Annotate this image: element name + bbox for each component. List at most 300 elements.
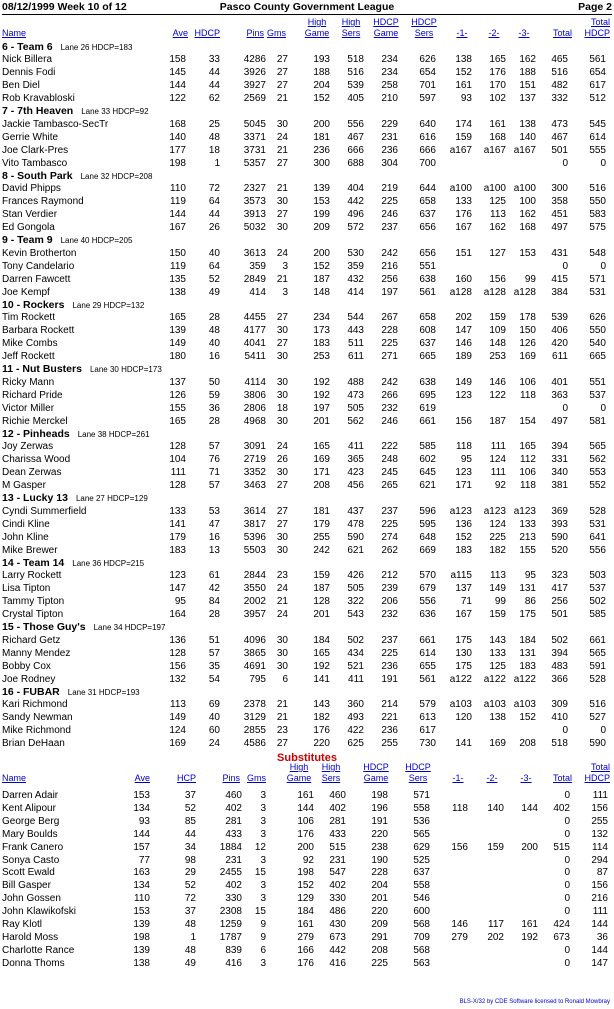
- cell-hdcp-game: 225: [381, 518, 398, 530]
- cell-total: 0: [564, 880, 570, 892]
- cell-ave: 165: [169, 415, 186, 427]
- cell-ave: 165: [169, 312, 186, 324]
- cell-total: 0: [564, 790, 570, 801]
- sub-col-hdcp-sers-1: HDCP: [405, 762, 431, 772]
- cell-pins: 2327: [243, 183, 266, 195]
- col-gms: Gms: [267, 28, 286, 38]
- cell-game-1: 138: [455, 54, 472, 66]
- cell-pins: 1787: [219, 931, 242, 943]
- cell-ave: 169: [169, 738, 186, 750]
- cell-hdcp-total: 528: [589, 505, 606, 517]
- cell-game-2: 176: [489, 67, 506, 79]
- cell-hdcp-game: 225: [371, 957, 388, 969]
- cell-hdcp-total: 144: [591, 919, 608, 930]
- cell-name: Cindi Kline: [2, 518, 50, 530]
- col-pins: Pins: [246, 28, 264, 38]
- cell-game-3: 152: [519, 712, 536, 724]
- cell-high-sers: 433: [329, 828, 346, 840]
- substitute-row: [0, 841, 614, 854]
- cell-high-game: 176: [297, 957, 314, 969]
- team-header: [0, 428, 614, 441]
- cell-hdcp-total: 132: [591, 828, 608, 840]
- cell-game-3: 213: [519, 531, 536, 543]
- bowler-row: [0, 118, 614, 131]
- cell-game-3: 192: [521, 931, 538, 943]
- cell-hdcp-total: 111: [592, 790, 608, 801]
- cell-hdcp: 52: [184, 880, 196, 892]
- cell-name: Harold Moss: [2, 931, 59, 943]
- cell-game-1: 130: [455, 647, 472, 659]
- cell-high-sers: 562: [347, 415, 364, 427]
- cell-game-2: 202: [487, 931, 504, 943]
- cell-game-1: 189: [455, 351, 472, 363]
- cell-name: M Gasper: [2, 480, 46, 492]
- cell-hdcp: 26: [208, 222, 220, 234]
- cell-name: Ed Gongola: [2, 222, 55, 234]
- cell-hdcp: 13: [208, 544, 220, 556]
- column-headers: [0, 16, 614, 40]
- cell-high-game: 183: [313, 338, 330, 350]
- cell-pins: 402: [225, 880, 242, 892]
- cell-hdcp-total: 516: [589, 699, 606, 711]
- col-high-sers-2: Sers: [341, 28, 361, 38]
- cell-hdcp-total: 571: [589, 273, 606, 285]
- cell-hdcp-sers: 621: [419, 480, 436, 492]
- cell-gms: 27: [276, 157, 288, 169]
- cell-name: Tim Rockett: [2, 312, 55, 324]
- cell-high-sers: 460: [329, 790, 346, 801]
- cell-game-2: 117: [488, 919, 504, 930]
- cell-hdcp: 49: [208, 286, 220, 298]
- team-header: [0, 105, 614, 118]
- cell-high-sers: 411: [348, 441, 364, 453]
- cell-hdcp: 64: [208, 196, 220, 208]
- cell-game-3: a122: [513, 673, 536, 685]
- cell-high-game: 198: [297, 867, 314, 879]
- substitute-column-headers: [0, 761, 614, 785]
- cell-game-3: 137: [519, 93, 536, 105]
- cell-hdcp: 72: [184, 893, 196, 905]
- cell-game-1: 118: [456, 441, 472, 453]
- cell-gms: 3: [282, 260, 288, 272]
- substitute-row: [0, 854, 614, 867]
- cell-pins: 3550: [243, 583, 266, 595]
- cell-hdcp-sers: 565: [413, 828, 430, 840]
- cell-high-game: 200: [313, 247, 330, 259]
- bowler-row: [0, 324, 614, 337]
- team-title: [2, 234, 132, 247]
- cell-hdcp: 76: [208, 454, 220, 466]
- cell-hdcp: 1: [190, 931, 196, 943]
- cell-gms: 27: [276, 338, 288, 350]
- sub-col-hdcp-total-1: Total: [590, 762, 610, 772]
- cell-high-sers: 426: [347, 570, 364, 582]
- cell-name: Nick Billera: [2, 54, 53, 66]
- cell-game-1: 152: [455, 531, 472, 543]
- team-name: 14 - Team 14: [2, 556, 65, 569]
- bowler-row: [0, 634, 614, 647]
- cell-name: John Kline: [2, 531, 49, 543]
- cell-ave: 198: [133, 931, 150, 943]
- cell-pins: 5357: [243, 157, 266, 169]
- cell-hdcp-total: 565: [589, 441, 606, 453]
- cell-gms: 27: [276, 738, 288, 750]
- cell-name: Joy Zerwas: [2, 441, 54, 453]
- cell-game-1: a128: [449, 286, 472, 298]
- cell-hdcp-total: 503: [589, 570, 606, 582]
- cell-hdcp: 62: [208, 93, 220, 105]
- cell-name: John Gossen: [2, 893, 61, 905]
- cell-hdcp-total: 114: [592, 841, 608, 853]
- cell-game-2: 159: [487, 841, 504, 853]
- cell-high-sers: 493: [347, 712, 364, 724]
- team-header: [0, 299, 614, 312]
- cell-game-3: 162: [519, 54, 536, 66]
- cell-total: 482: [551, 80, 568, 92]
- cell-hdcp: 34: [184, 841, 196, 853]
- cell-game-2: 159: [489, 609, 506, 621]
- cell-game-2: a167: [483, 144, 506, 156]
- cell-hdcp-game: 237: [381, 634, 398, 646]
- team-lane-info: Lane 32 HDCP=208: [80, 171, 153, 181]
- cell-high-sers: 611: [348, 351, 364, 363]
- team-header: [0, 41, 614, 54]
- cell-ave: 137: [169, 376, 186, 388]
- cell-name: Brian DeHaan: [2, 738, 65, 750]
- cell-hdcp: 50: [208, 376, 220, 388]
- cell-high-sers: 322: [347, 596, 364, 608]
- cell-hdcp-sers: 645: [419, 467, 436, 479]
- cell-game-3: 188: [519, 67, 536, 79]
- sub-col-high-game-1: High: [289, 762, 309, 772]
- cell-hdcp-game: 225: [381, 196, 398, 208]
- cell-hdcp-game: 258: [381, 80, 398, 92]
- cell-hdcp-game: 229: [381, 118, 398, 130]
- cell-high-sers: 443: [347, 325, 364, 337]
- cell-gms: 21: [276, 93, 288, 105]
- cell-game-1: 161: [455, 80, 472, 92]
- cell-name: Mike Richmond: [2, 725, 71, 737]
- cell-game-3: a167: [513, 144, 536, 156]
- cell-high-sers: 414: [347, 286, 364, 298]
- bowler-row: [0, 273, 614, 286]
- bowler-row: [0, 711, 614, 724]
- cell-hdcp-total: 548: [589, 247, 606, 259]
- cell-name: Dennis Fodi: [2, 67, 56, 79]
- team-header: [0, 170, 614, 183]
- cell-game-1: 141: [455, 738, 472, 750]
- cell-gms: 23: [276, 570, 288, 582]
- cell-hdcp-game: 291: [371, 931, 388, 943]
- cell-pins: 231: [225, 854, 242, 866]
- cell-gms: 3: [260, 828, 266, 840]
- cell-high-sers: 543: [347, 609, 364, 621]
- footer-credit: BLS-X/32 by CDE Software licensed to Ronald Mowbray: [459, 999, 610, 1005]
- cell-name: Vito Tambasco: [2, 157, 68, 169]
- cell-ave: 144: [169, 80, 186, 92]
- cell-hdcp-total: 665: [589, 351, 606, 363]
- cell-hdcp: 44: [184, 828, 196, 840]
- cell-total: 406: [551, 325, 568, 337]
- cell-hdcp-game: 206: [381, 596, 398, 608]
- cell-hdcp-game: 191: [371, 815, 388, 827]
- cell-hdcp-total: 540: [589, 338, 606, 350]
- cell-name: Barbara Rockett: [2, 325, 75, 337]
- cell-ave: 155: [169, 402, 186, 414]
- cell-total: 0: [564, 957, 570, 969]
- cell-total: 611: [552, 351, 568, 363]
- cell-high-sers: 625: [347, 738, 364, 750]
- cell-high-game: 179: [313, 518, 330, 530]
- cell-high-game: 204: [313, 80, 330, 92]
- cell-high-sers: 505: [347, 583, 364, 595]
- cell-game-3: 99: [524, 273, 536, 285]
- cell-hdcp-total: 111: [592, 906, 608, 918]
- cell-gms: 3: [260, 880, 266, 892]
- bowler-row: [0, 376, 614, 389]
- cell-game-1: a123: [449, 505, 472, 517]
- cell-pins: 3817: [243, 518, 266, 530]
- cell-high-game: 128: [313, 596, 330, 608]
- bowler-row: [0, 660, 614, 673]
- cell-total: 0: [562, 725, 568, 737]
- cell-hdcp-sers: 585: [419, 441, 436, 453]
- cell-total: 332: [551, 93, 568, 105]
- cell-high-game: 184: [313, 634, 330, 646]
- col-hdcp-game-2: Game: [373, 28, 399, 38]
- cell-pins: 460: [225, 790, 242, 801]
- cell-hdcp-game: 236: [381, 144, 398, 156]
- cell-gms: 30: [276, 351, 288, 363]
- cell-hdcp: 37: [184, 906, 196, 918]
- cell-gms: 27: [276, 80, 288, 92]
- col-game-3: -3-: [518, 28, 530, 38]
- sub-col-hdcp-game-1: HDCP: [363, 762, 389, 772]
- cell-game-1: a103: [449, 699, 472, 711]
- cell-high-sers: 456: [347, 480, 364, 492]
- cell-game-2: 161: [489, 118, 506, 130]
- cell-total: 393: [551, 518, 568, 530]
- cell-high-sers: 590: [347, 531, 364, 543]
- cell-game-2: a122: [483, 673, 506, 685]
- cell-game-2: 148: [489, 338, 506, 350]
- cell-game-1: 167: [455, 609, 472, 621]
- sub-col-pins: Pins: [222, 773, 240, 783]
- cell-hdcp-game: 234: [381, 54, 398, 66]
- cell-hdcp-game: 242: [381, 247, 398, 259]
- cell-game-2: 113: [490, 209, 506, 221]
- cell-total: 363: [551, 389, 568, 401]
- cell-high-game: 152: [313, 260, 330, 272]
- cell-game-2: 253: [489, 351, 506, 363]
- cell-hdcp-game: 265: [381, 480, 398, 492]
- cell-total: 539: [551, 312, 568, 324]
- cell-hdcp-total: 531: [589, 286, 606, 298]
- cell-high-game: 161: [297, 919, 314, 930]
- cell-hdcp-total: 617: [589, 80, 606, 92]
- cell-total: 256: [551, 596, 568, 608]
- cell-hdcp-total: 144: [591, 944, 608, 956]
- cell-high-sers: 330: [329, 893, 346, 905]
- cell-name: Tony Candelario: [2, 260, 75, 272]
- cell-total: 467: [551, 131, 568, 143]
- bowler-row: [0, 131, 614, 144]
- cell-hdcp: 84: [208, 596, 220, 608]
- cell-hdcp-total: 545: [589, 118, 606, 130]
- cell-high-game: 208: [313, 480, 330, 492]
- bowler-row: [0, 453, 614, 466]
- cell-high-sers: 556: [347, 118, 364, 130]
- cell-hdcp: 61: [208, 570, 220, 582]
- cell-pins: 2849: [243, 273, 266, 285]
- team-name: 16 - FUBAR: [2, 685, 60, 698]
- cell-game-1: 174: [455, 118, 472, 130]
- cell-game-1: 152: [455, 67, 472, 79]
- cell-game-2: 165: [489, 54, 506, 66]
- cell-pins: 1259: [219, 919, 242, 930]
- cell-pins: 3463: [243, 480, 266, 492]
- cell-pins: 5411: [244, 351, 266, 363]
- cell-ave: 133: [169, 505, 186, 517]
- cell-high-sers: 544: [347, 312, 364, 324]
- cell-name: Jeff Rockett: [2, 351, 55, 363]
- cell-game-3: 151: [519, 80, 536, 92]
- bowler-row: [0, 595, 614, 608]
- cell-hdcp-total: 36: [596, 931, 608, 943]
- cell-hdcp-total: 654: [589, 67, 606, 79]
- cell-hdcp-game: 236: [381, 660, 398, 672]
- cell-hdcp: 53: [208, 505, 220, 517]
- substitute-row: [0, 828, 614, 841]
- col-high-game-2: Game: [304, 28, 330, 38]
- cell-hdcp: 52: [208, 273, 220, 285]
- cell-total: 473: [551, 118, 568, 130]
- cell-hdcp-game: 221: [381, 712, 398, 724]
- team-name: 9 - Team 9: [2, 234, 53, 246]
- cell-game-2: 111: [490, 441, 506, 453]
- cell-game-3: a103: [513, 699, 536, 711]
- team-header: [0, 363, 614, 376]
- cell-total: 502: [551, 634, 568, 646]
- cell-total: 340: [551, 467, 568, 479]
- cell-game-2: 99: [494, 596, 506, 608]
- cell-game-2: 159: [489, 312, 506, 324]
- cell-pins: 3573: [243, 196, 266, 208]
- cell-hdcp-sers: 579: [419, 699, 436, 711]
- bowler-row: [0, 260, 614, 273]
- cell-ave: 145: [169, 67, 186, 79]
- cell-gms: 21: [276, 183, 288, 195]
- cell-gms: 30: [276, 531, 288, 543]
- cell-total: 0: [564, 867, 570, 879]
- substitute-row: [0, 905, 614, 918]
- cell-game-1: a122: [449, 673, 472, 685]
- cell-total: 309: [551, 699, 568, 711]
- cell-high-sers: 231: [329, 854, 346, 866]
- cell-hdcp-sers: 597: [419, 93, 436, 105]
- cell-total: 424: [553, 919, 570, 930]
- cell-hdcp: 54: [208, 673, 220, 685]
- team-title: [2, 170, 152, 183]
- cell-hdcp-sers: 595: [419, 518, 436, 530]
- team-title: [2, 492, 148, 505]
- cell-hdcp-total: 294: [591, 854, 608, 866]
- cell-gms: 24: [276, 131, 288, 143]
- cell-hdcp: 40: [208, 247, 220, 259]
- cell-name: Donna Thoms: [2, 957, 65, 969]
- cell-game-2: 102: [489, 93, 506, 105]
- cell-hdcp-sers: 626: [419, 54, 436, 66]
- cell-gms: 3: [260, 790, 266, 801]
- cell-gms: 30: [276, 415, 288, 427]
- cell-name: Ricky Mann: [2, 376, 55, 388]
- cell-total: 331: [551, 454, 568, 466]
- cell-gms: 3: [282, 286, 288, 298]
- cell-hdcp: 49: [184, 957, 196, 969]
- cell-ave: 93: [138, 815, 150, 827]
- cell-game-1: 175: [455, 660, 472, 672]
- cell-hdcp-sers: 617: [419, 725, 436, 737]
- substitute-row: [0, 918, 614, 931]
- cell-hdcp: 64: [208, 260, 220, 272]
- cell-hdcp-sers: 655: [419, 660, 436, 672]
- cell-pins: 4096: [243, 634, 266, 646]
- bowler-row: [0, 518, 614, 531]
- cell-name: Larry Rockett: [2, 570, 62, 582]
- cell-ave: 177: [169, 144, 186, 156]
- cell-pins: 4114: [244, 376, 266, 388]
- cell-high-game: 234: [313, 312, 330, 324]
- cell-hdcp-total: 581: [589, 415, 606, 427]
- cell-hdcp-game: 271: [381, 351, 398, 363]
- cell-hdcp-sers: 666: [419, 144, 436, 156]
- cell-gms: 30: [276, 647, 288, 659]
- cell-game-3: 95: [524, 570, 536, 582]
- cell-hdcp-game: 191: [381, 673, 398, 685]
- col-game-1: -1-: [456, 28, 468, 38]
- cell-hdcp-total: 626: [589, 312, 606, 324]
- cell-hdcp: 48: [208, 131, 220, 143]
- substitute-row: [0, 789, 614, 802]
- team-title: [2, 621, 165, 634]
- cell-hdcp-total: 550: [589, 325, 606, 337]
- cell-high-sers: 404: [347, 183, 364, 195]
- cell-ave: 128: [169, 441, 186, 453]
- cell-hdcp: 1: [214, 157, 220, 169]
- cell-total: 0: [564, 828, 570, 840]
- cell-gms: 27: [276, 518, 288, 530]
- team-name: 6 - Team 6: [2, 40, 53, 53]
- cell-gms: 21: [276, 144, 288, 156]
- sub-col-game-3: -3-: [520, 773, 532, 783]
- cell-hdcp-game: 238: [371, 841, 388, 853]
- cell-ave: 139: [133, 919, 150, 930]
- cell-high-game: 197: [313, 402, 330, 414]
- cell-hdcp-sers: 654: [419, 67, 436, 79]
- cell-ave: 140: [169, 131, 186, 143]
- cell-name: Richard Pride: [2, 389, 63, 401]
- cell-hdcp-total: 0: [600, 725, 606, 737]
- bowler-row: [0, 144, 614, 157]
- cell-hdcp-total: 527: [589, 712, 606, 724]
- cell-game-2: 225: [489, 531, 506, 543]
- cell-hdcp-total: 531: [589, 518, 606, 530]
- cell-gms: 21: [276, 699, 288, 711]
- cell-gms: 30: [276, 118, 288, 130]
- cell-hdcp-game: 190: [371, 854, 388, 866]
- cell-gms: 3: [260, 893, 266, 905]
- cell-high-game: 173: [313, 325, 330, 337]
